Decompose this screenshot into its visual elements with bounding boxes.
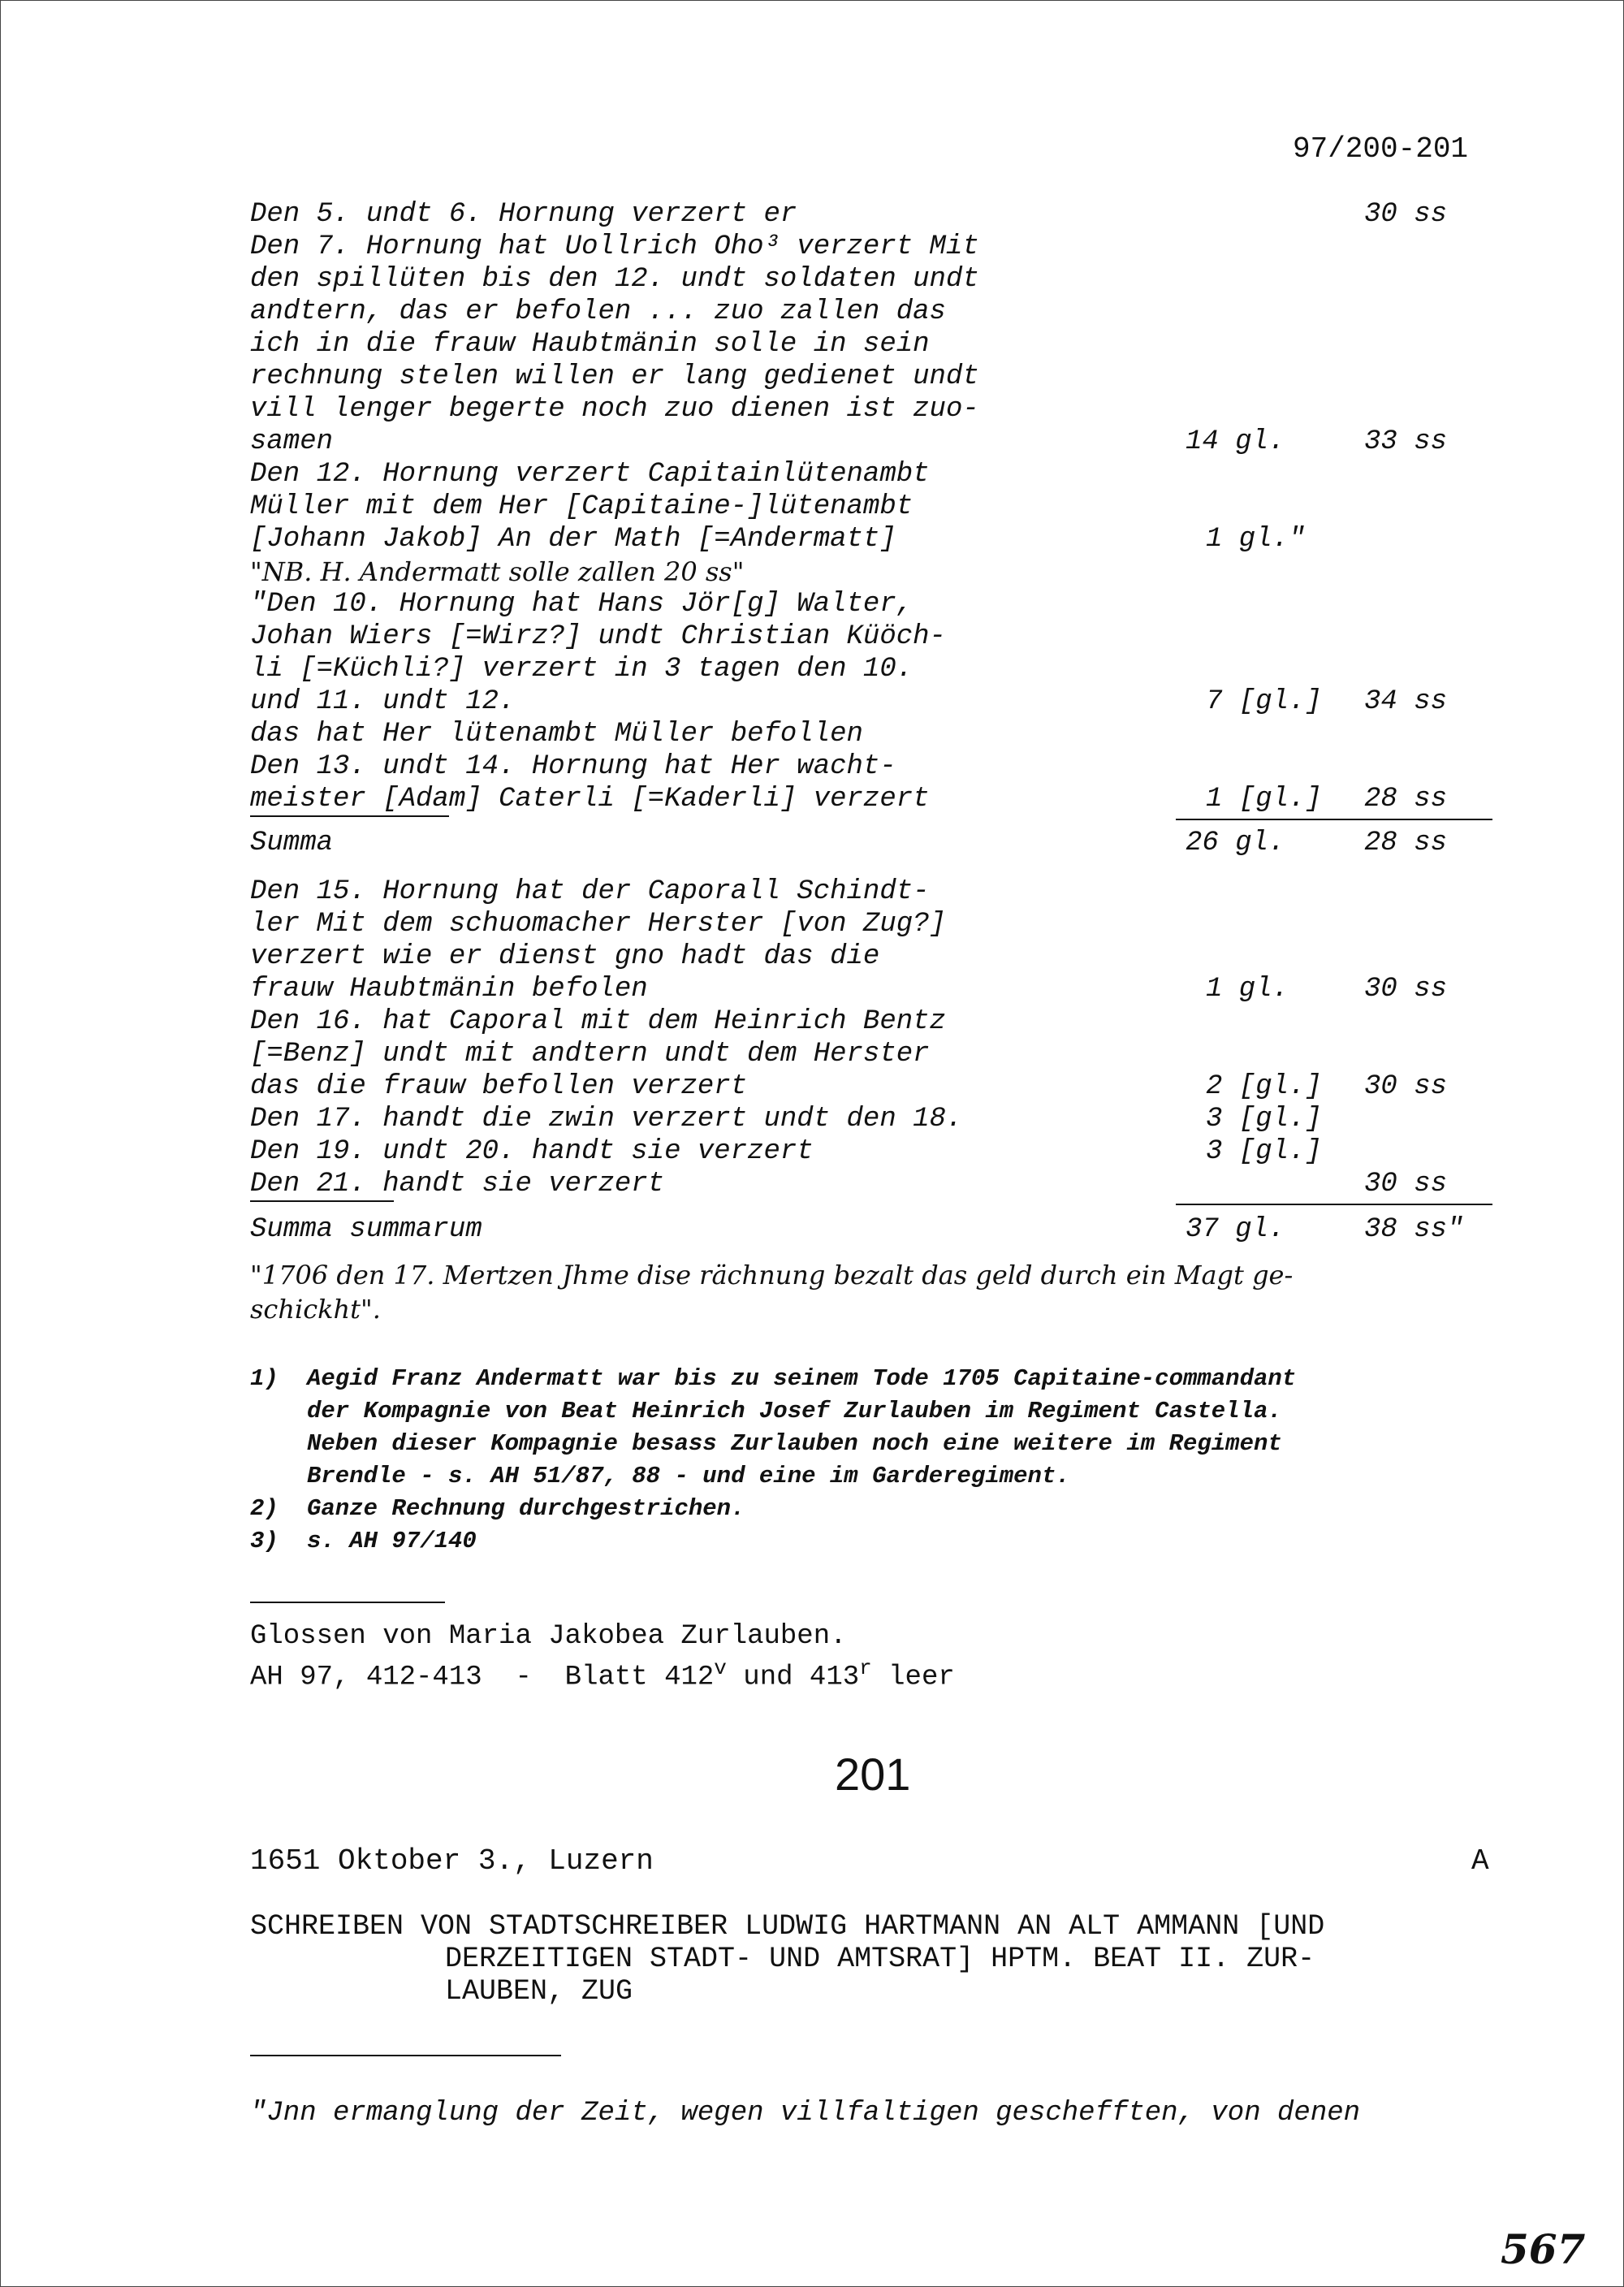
ledger-line: [Johann Jakob] An der Math [=Andermatt]	[250, 524, 896, 555]
footnote-number: 2)	[250, 1495, 279, 1522]
document-title-line: LAUBEN, ZUG	[445, 1975, 633, 2008]
ledger-line: frauw Haubtmänin befolen	[250, 974, 648, 1005]
rule-sum	[1176, 1204, 1492, 1205]
ledger-entry	[250, 231, 1030, 458]
ledger-entry-text: Den 17. handt die zwin verzert undt den 18.	[250, 1104, 963, 1135]
footnote-line: Neben dieser Kompagnie besass Zurlauben noch eine weitere im Regiment	[307, 1430, 1282, 1457]
ledger-line: rechnung stelen willen er lang gedienet undt	[250, 361, 979, 392]
amount-ss: 30 ss	[1364, 1169, 1448, 1200]
summa-summarum-gl: 37 gl.	[1186, 1214, 1285, 1245]
amount-ss: 30 ss	[1364, 974, 1448, 1005]
amount-gl: 1 gl."	[1206, 524, 1306, 555]
ledger-line: ich in die frauw Haubtmänin solle in sein	[250, 329, 930, 360]
summa-ss: 28 ss	[1364, 828, 1448, 858]
handwritten-gloss: "NB. H. Andermatt solle zallen 20 ss"	[250, 556, 745, 587]
source-text: und 413	[726, 1662, 860, 1693]
amount-gl: 1 [gl.]	[1206, 784, 1322, 815]
amount-ss: 30 ss	[1364, 1071, 1448, 1102]
amount-ss: 30 ss	[1364, 199, 1448, 230]
amount-gl: 3 [gl.]	[1206, 1136, 1322, 1167]
amount-ss: 33 ss	[1364, 426, 1448, 457]
ledger-entry	[250, 458, 1030, 556]
page-mark: 567	[1501, 2225, 1586, 2273]
ledger-entry	[250, 875, 1030, 1005]
footnote-number: 3)	[250, 1528, 279, 1554]
amount-ss: 34 ss	[1364, 686, 1448, 717]
summa-summarum-ss: 38 ss"	[1364, 1214, 1464, 1245]
ledger-line: vill lenger begerte noch zuo dienen ist zuo-	[250, 394, 979, 425]
ledger-line: li [=Küchli?] verzert in 3 tagen den 10.	[250, 654, 914, 685]
amount-gl: 7 [gl.]	[1206, 686, 1322, 717]
ledger-line: das hat Her lütenambt Müller befollen	[250, 719, 863, 750]
ledger-line: samen	[250, 426, 334, 457]
ledger-line: Den 7. Hornung hat Uollrich Oho³ verzert Mit	[250, 231, 979, 262]
footnote-line: der Kompagnie von Beat Heinrich Josef Zurlauben im Regiment Castella.	[307, 1398, 1282, 1425]
summa-label: Summa	[250, 828, 334, 858]
document-title-line: DERZEITIGEN STADT- UND AMTSRAT] HPTM. BEAT II. ZUR-	[445, 1943, 1315, 1975]
source-separator	[250, 1602, 445, 1603]
ledger-line: ler Mit dem schuomacher Herster [von Zug?]	[250, 909, 946, 940]
ledger-entry-text: Den 19. undt 20. handt sie verzert	[250, 1136, 814, 1167]
document-quote: "Jnn ermanglung der Zeit, wegen villfaltigen geschefften, von denen	[250, 2098, 1361, 2129]
superscript-recto: r	[859, 1656, 872, 1680]
ledger-line: Müller mit dem Her [Capitaine-]lütenambt	[250, 491, 914, 522]
footnote-number: 1)	[250, 1365, 279, 1392]
amount-gl: 2 [gl.]	[1206, 1071, 1322, 1102]
ledger-entry	[250, 1005, 1030, 1103]
document-number: 201	[835, 1749, 911, 1800]
document-title-line: SCHREIBEN VON STADTSCHREIBER LUDWIG HARTMANN AN ALT AMMANN [UND	[250, 1910, 1325, 1943]
ledger-line: [=Benz] undt mit andtern undt dem Herster	[250, 1039, 930, 1070]
ledger-entry	[250, 588, 1030, 750]
rule-short	[250, 815, 449, 817]
source-text: AH 97, 412-413 - Blatt 412	[250, 1662, 715, 1693]
document-mark: A	[1471, 1844, 1489, 1878]
ledger-line: Den 13. undt 14. Hornung hat Her wacht-	[250, 751, 896, 782]
footnote-text: Ganze Rechnung durchgestrichen.	[307, 1495, 745, 1522]
ledger-line: das die frauw befollen verzert	[250, 1071, 748, 1102]
date-place: 1651 Oktober 3., Luzern	[250, 1844, 654, 1878]
footnote	[307, 1363, 1492, 1493]
source-line	[250, 1652, 955, 1693]
amount-gl: 3 [gl.]	[1206, 1104, 1322, 1135]
source-text: leer	[871, 1662, 955, 1693]
footnote-line: Brendle - s. AH 51/87, 88 - und eine im Garderegiment.	[307, 1463, 1070, 1489]
title-separator	[250, 2055, 561, 2056]
ledger-line: andtern, das er befolen ... zuo zallen das	[250, 296, 946, 327]
ledger-line: meister [Adam] Caterli [=Kaderli] verzert	[250, 784, 930, 815]
ledger-line: verzert wie er dienst gno hadt das die	[250, 941, 880, 972]
ledger-line: Johan Wiers [=Wirz?] undt Christian Küöch-	[250, 621, 946, 652]
amount-gl: 1 gl.	[1206, 974, 1289, 1005]
handwritten-gloss: "1706 den 17. Mertzen Jhme dise rächnung bezalt das geld durch ein Magt ge-	[250, 1260, 1294, 1290]
ledger-line: und 11. undt 12.	[250, 686, 516, 717]
ledger-entry-text: Den 5. undt 6. Hornung verzert er	[250, 199, 797, 230]
ledger-line: Den 12. Hornung verzert Capitainlütenambt	[250, 459, 930, 490]
page-reference: 97/200-201	[1293, 132, 1469, 166]
handwritten-gloss: schickht".	[250, 1294, 381, 1325]
amount-ss: 28 ss	[1364, 784, 1448, 815]
summa-gl: 26 gl.	[1186, 828, 1285, 858]
footnote-text: s. AH 97/140	[307, 1528, 477, 1554]
ledger-line: "Den 10. Hornung hat Hans Jör[g] Walter,	[250, 589, 914, 620]
ledger-entry-text: Den 21. handt sie verzert	[250, 1169, 665, 1200]
summa-summarum-label: Summa summarum	[250, 1214, 482, 1245]
amount-gl: 14 gl.	[1186, 426, 1285, 457]
footnote-line: Aegid Franz Andermatt war bis zu seinem Tode 1705 Capitaine-commandant	[307, 1365, 1297, 1392]
ledger-entry	[250, 750, 1030, 815]
ledger-line: den spillüten bis den 12. undt soldaten undt	[250, 264, 979, 295]
ledger-line: Den 16. hat Caporal mit dem Heinrich Bentz	[250, 1006, 946, 1037]
superscript-verso: v	[714, 1656, 727, 1680]
rule-sum	[1176, 819, 1492, 820]
rule-short	[250, 1200, 394, 1202]
ledger-line: Den 15. Hornung hat der Caporall Schindt-	[250, 876, 930, 907]
source-line: Glossen von Maria Jakobea Zurlauben.	[250, 1621, 847, 1652]
